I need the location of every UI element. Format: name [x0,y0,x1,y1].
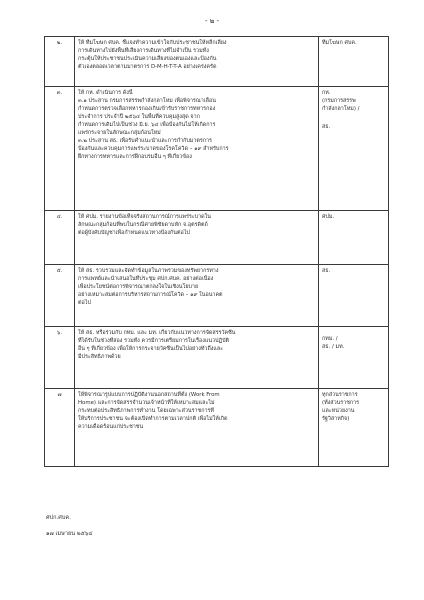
item-line: ป้องกันและควบคุมการแพร่ระบาดของโรคโควิด – ๑๙ สำหรับการ [78,146,229,152]
item-number: ๖. [45,327,75,389]
agency-line: ทีมโฆษก ศบค. [322,40,357,46]
agency-line: สธ. [322,124,331,130]
item-number: ๔. [45,211,75,265]
item-line: กำหนดการเดิมไปเป็นช่วง มิ.ย. ๖๔ เพื่อป้องกันไม่ให้เกิดการ [78,122,216,128]
table-row [45,37,389,87]
responsible-agency [319,37,389,87]
item-description [75,211,319,265]
issuing-org: ศปก.ศบค. [46,515,71,521]
responsible-agency [319,87,389,211]
action-items-table [44,36,389,467]
item-description [75,265,319,327]
agency-line: (ทั้งส่วนราชการ [322,400,360,406]
responsible-agency [319,327,389,389]
item-line: กำหนดการตรวจเลือกทหารกองเกินเข้ารับราชการทหารกอง [78,106,216,112]
item-line: ให้ ศปม. รายงานข้อเท็จจริงสถานการณ์การแพร่ระบาดใน [78,214,211,220]
issue-date: ๑๗ เมษายน ๒๕๖๔ [46,531,93,537]
agency-line: สธ. / มท. [322,344,345,350]
agency-line: กทม. / [322,336,338,342]
item-line: ๓.๑ ประสาน กรมการสรรพกำลังกลาโหม เพื่อพิจารณาเลื่อน [78,98,216,104]
item-line: ตัวเองตลอดเวลาตามมาตรการ D-M-H-T-T-A อย่างเคร่งครัด [78,64,217,70]
item-number: ๕. [45,265,75,327]
responsible-agency [319,265,389,327]
responsible-agency [319,211,389,265]
item-line: ลักษณะกลุ่มก้อนที่พบในกรณีค่ายพิชัยดาบหัก จ.อุตรดิตถ์ [78,222,208,228]
item-line: ที่ได้รับในช่วงที่สอง รวมทั้ง ควรมีการเตรียมการในเรื่องแนวปฏิบัติ [78,338,229,344]
item-line: การเดินทางไปยังพื้นที่เสี่ยงการเดินทางที่ไม่จำเป็น รวมทั้ง [78,48,209,54]
item-line: ให้ สธ. หรือร่วมกับ กทม. และ มท. เกี่ยวกับแนวทางการจัดสรรวัคซีน [78,330,236,336]
agency-line: รัฐวิสาหกิจ) [322,416,350,422]
agency-line: ศปม. [322,214,335,220]
item-line: ประจำการ ประจำปี ๒๕๖๔ ในพื้นที่ควบคุมสูงสุด จาก [78,114,200,120]
agency-line: กห. [322,90,331,96]
item-number: ๒. [45,37,75,87]
item-description [75,327,319,389]
item-line: ๓.๒ ประสาน สธ. เพื่อรับคำแนะนำและการกำกับมาตรการ [78,138,212,144]
item-line: ฝึกทางการทหารและการฝึกอบรมอื่น ๆ ที่เกี่ยวข้อง [78,154,192,160]
item-number: ๓. [45,87,75,211]
table-row [45,87,389,211]
item-number: ๗ [45,389,75,467]
item-line: กระตุ้นให้ประชาชนประเมินความเสี่ยงของตนเองและป้องกัน [78,56,217,62]
item-line: อื่น ๆ ที่เกี่ยวข้อง เพื่อให้การกระจายวัคซีนเป็นไปอย่างทั่วถึงและ [78,346,224,352]
item-description [75,37,319,87]
item-line: เพื่อประโยชน์ต่อการพิจารณาตกลงใจในเชิงนโยบาย [78,284,199,290]
item-line: ต่อไป [78,300,91,306]
table-row [45,389,389,467]
item-line: การแพทย์และนำเสนอในที่ประชุม ศปก.ศบค. อย่างต่อเนื่อง [78,276,214,282]
item-line: กระทบต่อประสิทธิภาพการทำงาน โดยเฉพาะส่วนราชการที่ [78,408,214,414]
agency-line: สธ. [322,268,331,274]
item-description [75,389,319,467]
table-row [45,211,389,265]
item-description [75,87,319,211]
item-line: ให้บริการประชาชน จะต้องเปิดทำการตามเวลาปกติ เพื่อไม่ให้เกิด [78,416,228,422]
item-line: แพร่กระจายในลักษณะกลุ่มก้อนใหม่ [78,130,161,136]
item-line: ให้ กห. ดำเนินการ ดังนี้ [78,90,133,96]
item-line: ให้ สธ. รวบรวมและจัดทำข้อมูลในภาพรวมของทรัพยากรทาง [78,268,219,274]
item-line: ให้ ทีมโฆษก ศบค. ชี้แจงทำความเข้าใจกับประชาชนให้หลีกเลี่ยง [78,40,227,46]
agency-line: ทุกส่วนราชการ [322,392,358,398]
responsible-agency [319,389,389,467]
agency-line: กำลังกลาโหม) / [322,106,360,112]
page-number: - ๒ - [204,17,220,25]
item-line: Home) และการจัดสรรจำนวนเจ้าหน้าที่ให้เหมาะสมและไม่ [78,400,215,406]
item-line: ให้พิจารณารูปแบบการปฏิบัติงานนอกสถานที่ตั้ง (Work From [78,392,220,398]
table-row [45,327,389,389]
item-line: อย่างเหมาะสมต่อการบริหารสถานการณ์โควิด – ๑๙ ในอนาคต [78,292,223,298]
item-line: มีประสิทธิภาพด้วย [78,354,121,360]
agency-line: และหน่วยงาน [322,408,355,414]
table-row [45,265,389,327]
item-line: ความเดือดร้อนแก่ประชาชน [78,424,144,430]
agency-line: (กรมการสรรพ [322,98,356,104]
item-line: ต่อผู้บังคับบัญชาเพื่อกำหนดแนวทางป้องกันต่อไป [78,230,190,236]
